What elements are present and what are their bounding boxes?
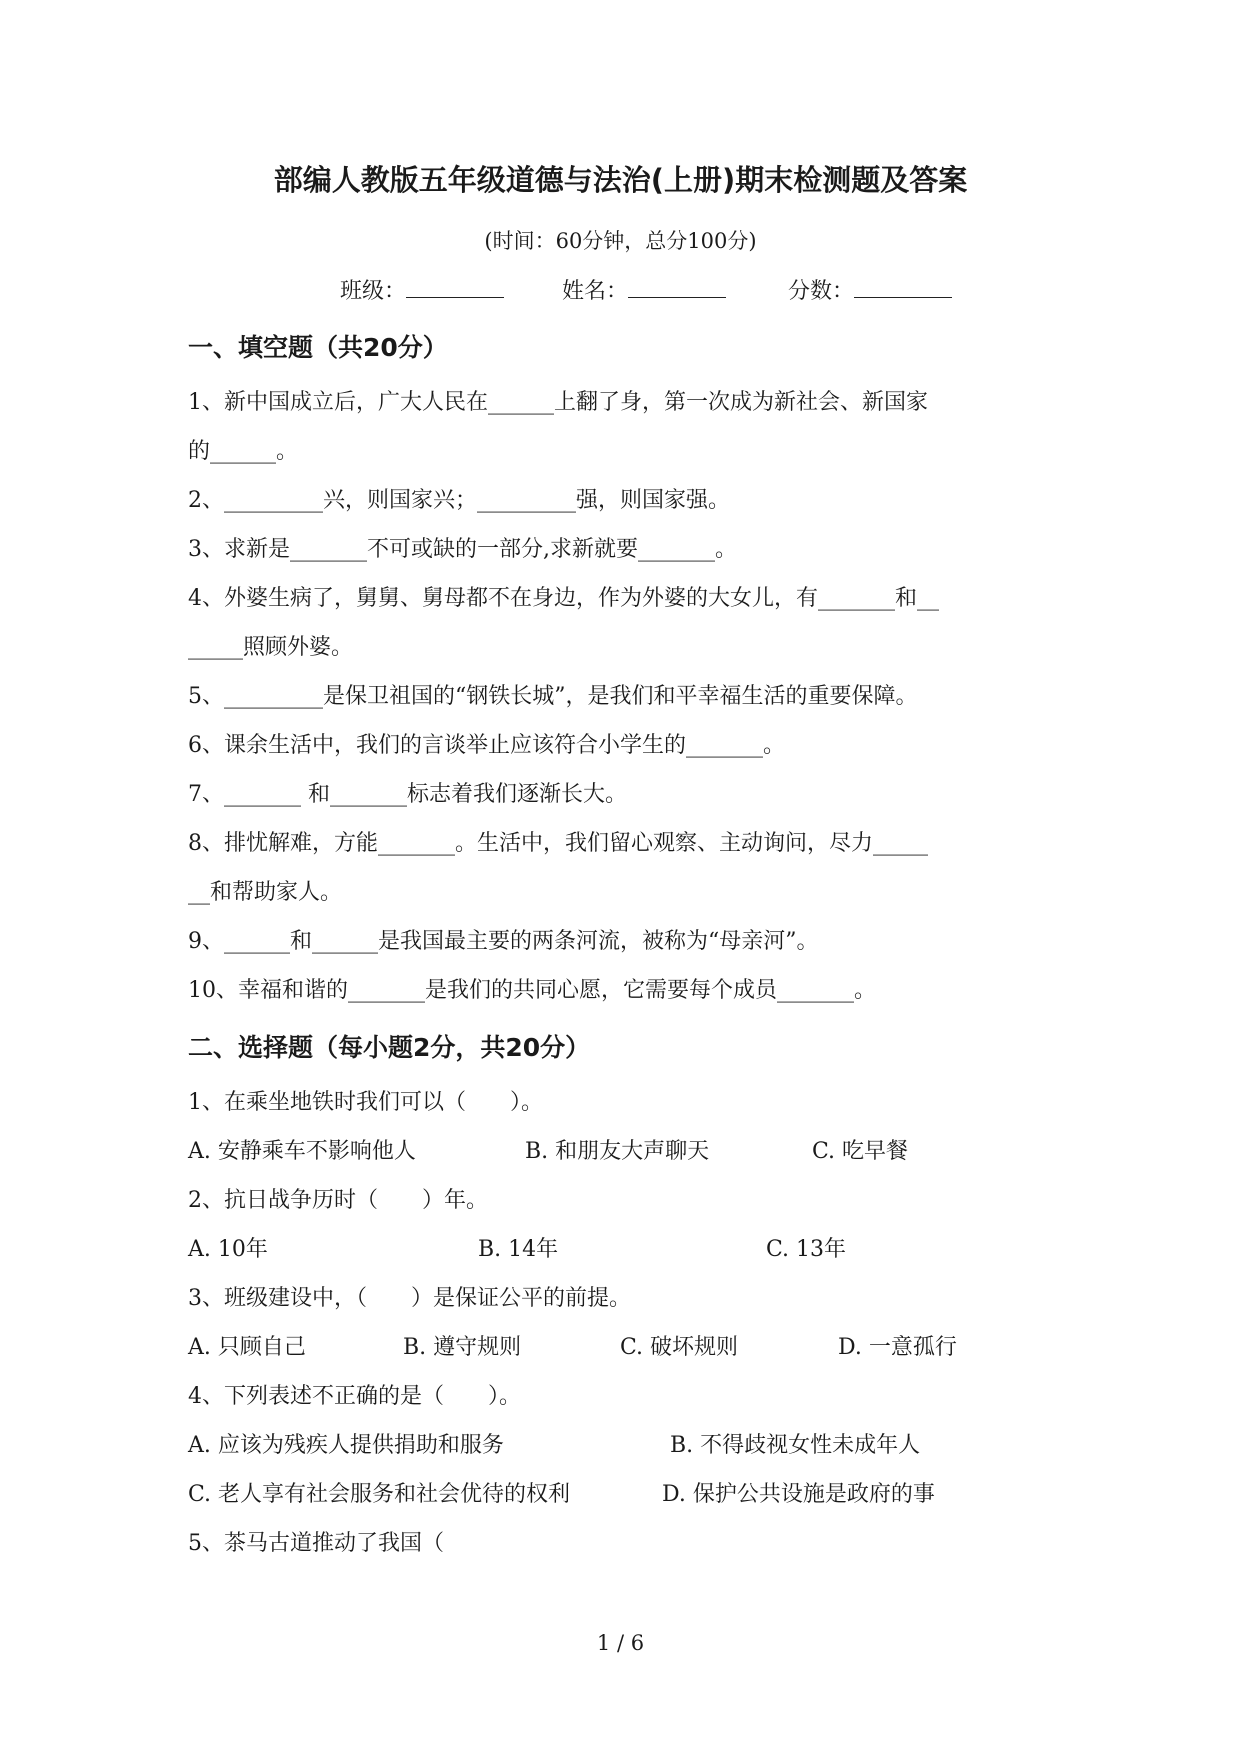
- page-number: 1 / 6: [596, 1631, 645, 1655]
- fill-question-line: 9、______和______是我国最主要的两条河流，被称为“母亲河”。: [188, 929, 819, 954]
- fill-question-line: 5、_________是保卫祖国的“钢铁长城”，是我们和平幸福生活的重要保障。: [188, 684, 918, 709]
- choice-q4-option-c: C. 老人享有社会服务和社会优待的权利: [188, 1482, 571, 1507]
- choice-q1-option-c: C. 吃早餐: [812, 1139, 909, 1164]
- choice-q3-option-b: B. 遵守规则: [403, 1335, 522, 1360]
- student-info-row: [340, 273, 1040, 307]
- choice-question-5: 5、茶马古道推动了我国（: [188, 1531, 444, 1556]
- fill-question-line: 的______。: [188, 439, 299, 464]
- choice-question-1: 1、在乘坐地铁时我们可以（ ）。: [188, 1090, 543, 1115]
- fill-question-line: 4、外婆生病了，舅舅、舅母都不在身边，作为外婆的大女儿，有_______和__: [188, 586, 939, 611]
- choice-q3-option-d: D. 一意孤行: [838, 1335, 957, 1360]
- page-title: 部编人教版五年级道德与法治(上册)期末检测题及答案: [273, 163, 968, 197]
- fill-question-line: 6、课余生活中，我们的言谈举止应该符合小学生的_______。: [188, 733, 785, 758]
- choice-q3-option-a: A. 只顾自己: [188, 1335, 306, 1360]
- class-blank: [406, 273, 504, 298]
- fill-question-line: 2、_________兴，则国家兴；_________强，则国家强。: [188, 488, 730, 513]
- section-choice-title: 二、选择题（每小题2分，共20分）: [188, 1033, 591, 1062]
- fill-question-line: 8、排忧解难，方能_______。生活中，我们留心观察、主动询问，尽力_____: [188, 831, 928, 856]
- choice-q4-option-d: D. 保护公共设施是政府的事: [662, 1482, 935, 1507]
- fill-question-line: 10、幸福和谐的_______是我们的共同心愿，它需要每个成员_______。: [188, 978, 876, 1003]
- score-blank: [854, 273, 952, 298]
- name-blank: [628, 273, 726, 298]
- choice-question-3: 3、班级建设中，（ ）是保证公平的前提。: [188, 1286, 631, 1311]
- exam-time-info: (时间：60分钟，总分100分): [484, 229, 757, 253]
- name-field: [562, 273, 726, 309]
- fill-question-line: _____照顾外婆。: [188, 635, 354, 660]
- choice-q4-option-b: B. 不得歧视女性未成年人: [670, 1433, 921, 1458]
- choice-q4-option-a: A. 应该为残疾人提供捐助和服务: [188, 1433, 504, 1458]
- fill-question-line: 1、新中国成立后，广大人民在______上翻了身，第一次成为新社会、新国家: [188, 390, 928, 415]
- section-fill-blank-title: 一、填空题（共20分）: [188, 333, 448, 362]
- fill-question-line: 3、求新是_______不可或缺的一部分,求新就要_______。: [188, 537, 737, 562]
- choice-question-4: 4、下列表述不正确的是（ ）。: [188, 1384, 521, 1409]
- name-label: 姓名：: [562, 279, 629, 304]
- choice-q2-option-a: A. 10年: [188, 1237, 268, 1262]
- choice-q1-option-a: A. 安静乘车不影响他人: [188, 1139, 416, 1164]
- class-field: [340, 273, 504, 309]
- choice-q1-option-b: B. 和朋友大声聊天: [525, 1139, 710, 1164]
- choice-question-2: 2、抗日战争历时（ ）年。: [188, 1188, 488, 1213]
- fill-question-line: __和帮助家人。: [188, 880, 343, 905]
- choice-q3-option-c: C. 破坏规则: [620, 1335, 739, 1360]
- choice-q2-option-c: C. 13年: [766, 1237, 847, 1262]
- score-label: 分数：: [788, 279, 855, 304]
- score-field: [788, 273, 952, 309]
- choice-q2-option-b: B. 14年: [478, 1237, 559, 1262]
- class-label: 班级：: [340, 279, 407, 304]
- fill-question-line: 7、_______ 和_______标志着我们逐渐长大。: [188, 782, 627, 807]
